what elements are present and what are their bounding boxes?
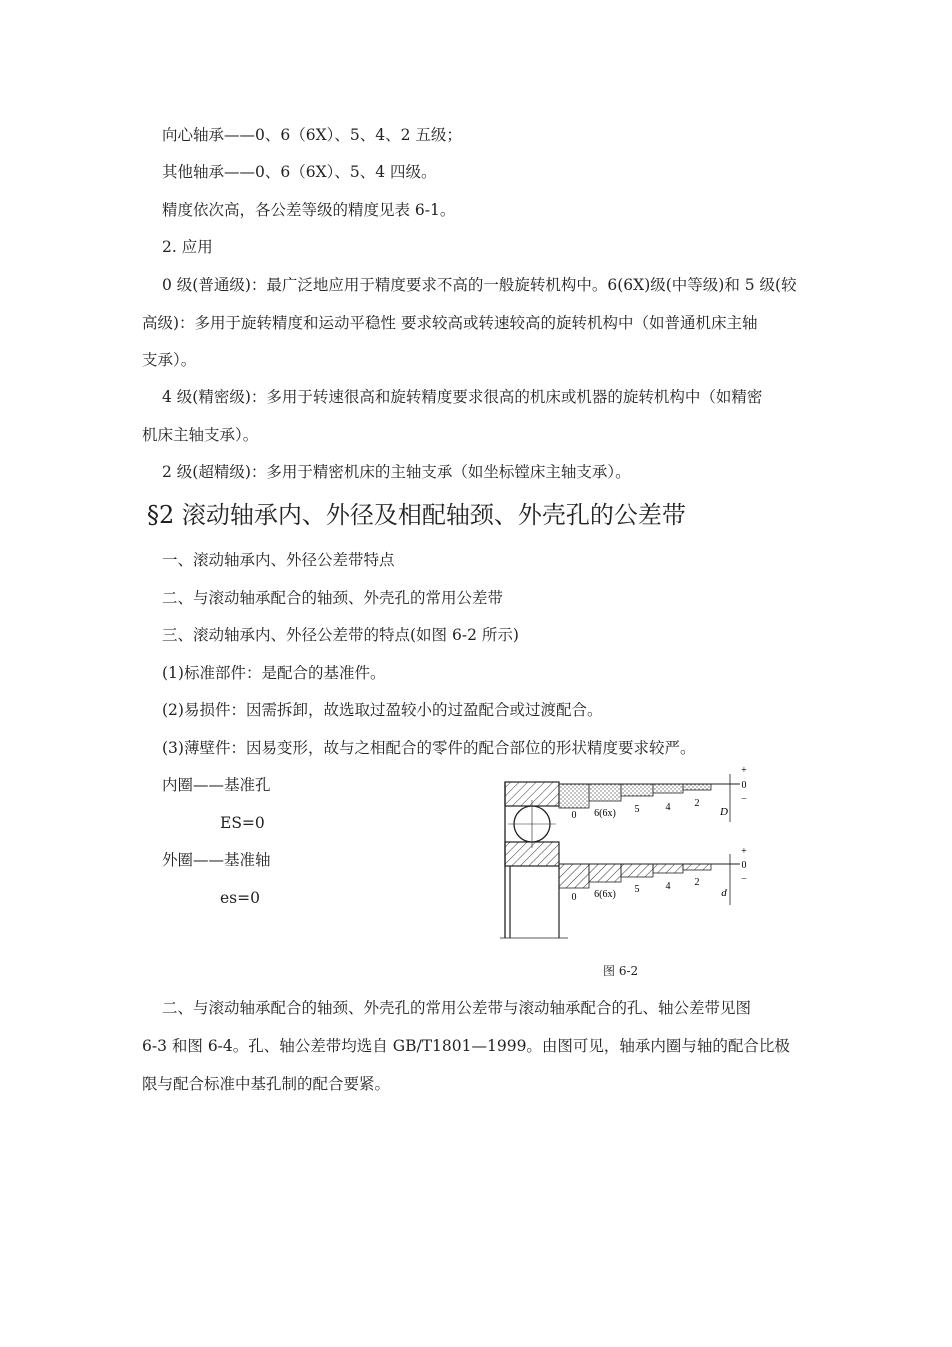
tolerance-band — [683, 864, 711, 870]
text-line: 支承）。 — [142, 351, 197, 369]
tolerance-band — [589, 864, 621, 882]
grade-label: 4 — [665, 802, 671, 813]
tolerance-band — [559, 784, 589, 808]
tolerance-band — [653, 864, 683, 873]
tolerance-band — [589, 784, 621, 801]
tolerance-band — [683, 784, 711, 790]
zero-mark: 0 — [741, 860, 747, 871]
tolerance-band — [559, 864, 589, 888]
inner-ring-label: 内圈——基准孔 — [162, 776, 271, 794]
text-line: (1)标准部件：是配合的基准件。 — [162, 664, 386, 682]
text-line: 二、与滚动轴承配合的轴颈、外壳孔的常用公差带与滚动轴承配合的孔、轴公差带见图 — [162, 999, 752, 1017]
grade-label: 0 — [571, 892, 577, 903]
text-line: 一、滚动轴承内、外径公差带特点 — [162, 551, 395, 569]
dimension-label: d — [721, 887, 727, 899]
text-line: 三、滚动轴承内、外径公差带的特点(如图 6-2 所示) — [162, 626, 519, 644]
minus-sign: − — [741, 794, 747, 805]
text-line: 机床主轴支承）。 — [142, 426, 259, 444]
grade-label: 2 — [694, 877, 700, 888]
zero-mark: 0 — [741, 780, 747, 791]
plus-sign: + — [741, 765, 747, 776]
text-line: 精度依次高，各公差等级的精度见表 6-1。 — [162, 201, 456, 219]
tolerance-band — [653, 784, 683, 793]
grade-label: 6(6x) — [594, 889, 616, 900]
section-heading: §2 滚动轴承内、外径及相配轴颈、外壳孔的公差带 — [147, 501, 686, 529]
figure-caption: 图 6-2 — [603, 964, 639, 978]
text-line: 2 级(超精级)：多用于精密机床的主轴支承（如坐标镗床主轴支承）。 — [162, 463, 631, 481]
text-line: 限与配合标准中基孔制的配合要紧。 — [142, 1075, 391, 1093]
dimension-label: D — [720, 806, 728, 818]
grade-label: 5 — [634, 804, 640, 815]
text-line: (3)薄壁件：因易变形，故与之相配合的零件的配合部位的形状精度要求较严。 — [162, 739, 696, 757]
text-line: 6-3 和图 6-4。孔、轴公差带均选自 GB/T1801—1999。由图可见，轴承内圈与轴的配合比极 — [142, 1037, 790, 1055]
text-line: 向心轴承——0、6（6X）、5、4、2 五级； — [162, 126, 462, 144]
text-line: 4 级(精密级)：多用于转速很高和旋转精度要求很高的机床或机器的旋转机构中（如精密 — [162, 388, 763, 406]
text-line: 高级)：多用于旋转精度和运动平稳性 要求较高或转速较高的旋转机构中（如普通机床主轴 — [142, 314, 758, 332]
grade-label: 6(6x) — [594, 808, 616, 819]
grade-label: 2 — [694, 798, 700, 809]
grade-label: 5 — [634, 884, 640, 895]
bearing-tolerance-figure — [490, 760, 760, 945]
text-line: (2)易损件：因需拆卸，故选取过盈较小的过盈配合或过渡配合。 — [162, 701, 603, 719]
es-lower-label: es=0 — [220, 889, 260, 907]
minus-sign: − — [741, 874, 747, 885]
tolerance-band — [621, 784, 653, 796]
text-line: 0 级(普通级)：最广泛地应用于精度要求不高的一般旋转机构中。6(6X)级(中等级)和 5 级(较 — [162, 276, 797, 294]
text-line: 2. 应用 — [162, 238, 213, 256]
es-upper-label: ES=0 — [220, 814, 265, 832]
plus-sign: + — [741, 846, 747, 857]
tolerance-band — [621, 864, 653, 877]
grade-label: 0 — [571, 810, 577, 821]
text-line: 二、与滚动轴承配合的轴颈、外壳孔的常用公差带 — [162, 589, 504, 607]
grade-label: 4 — [665, 881, 671, 892]
text-line: 其他轴承——0、6（6X）、5、4 四级。 — [162, 163, 437, 181]
outer-ring-label: 外圈——基准轴 — [162, 851, 271, 869]
